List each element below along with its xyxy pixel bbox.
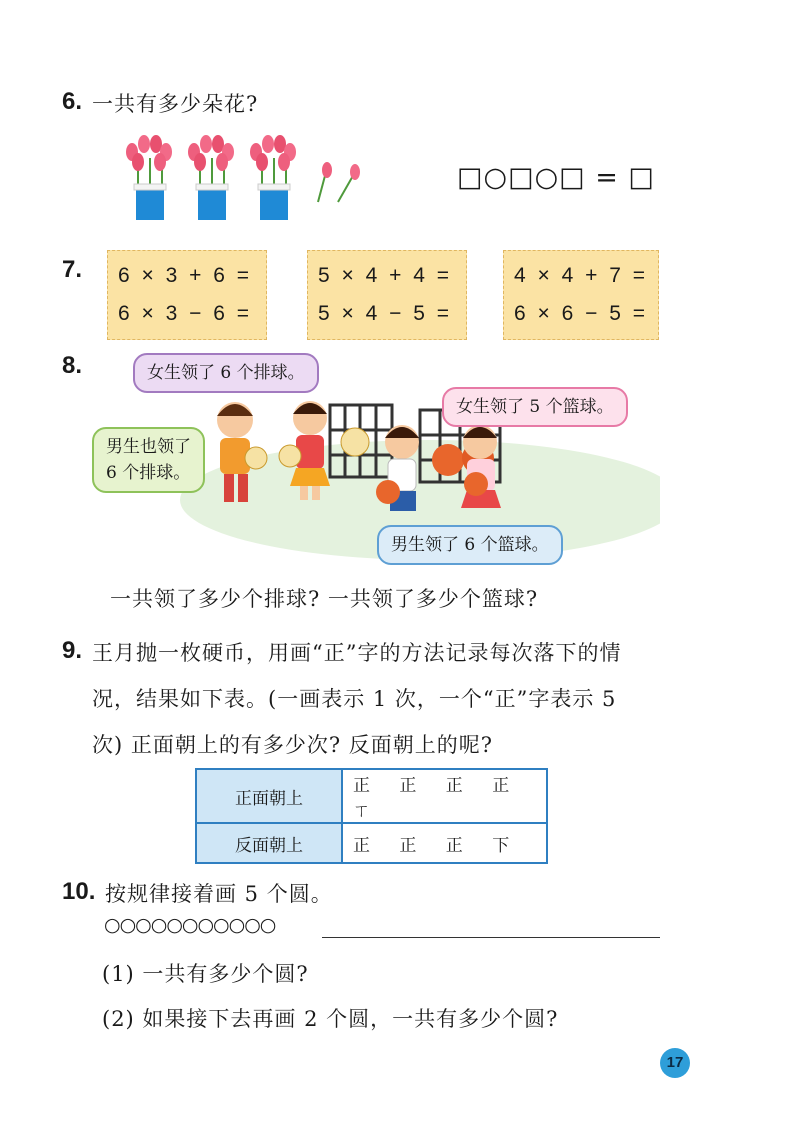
q9-text-line2: 况，结果如下表。(一画表示 1 次，一个“正”字表示 5: [92, 687, 617, 711]
loose-tulips: [318, 162, 360, 202]
q7-number: 7.: [62, 256, 83, 283]
speech-bubble-girl-basketball: 女生领了 5 个篮球。: [442, 387, 628, 427]
q7-expression: 6 × 6 − 5 =: [514, 302, 649, 325]
flower-vase-3: [250, 135, 296, 220]
q7-expression: 4 × 4 + 7 =: [514, 264, 649, 287]
circle-sequence: ○○○○○○○○○○○: [104, 914, 276, 936]
speech-bubble-boy-volleyball: [92, 427, 205, 493]
q9-text-line3: 次) 正面朝上的有多少次? 反面朝上的呢?: [92, 733, 494, 757]
q7-expression: 5 × 4 + 4 =: [318, 264, 453, 287]
q7-group-3: [503, 250, 659, 340]
q7-expression: 6 × 3 + 6 =: [118, 264, 253, 287]
tally-cell: 正 正 正 下: [342, 823, 547, 863]
girl-with-basketball: [461, 425, 501, 508]
q8-number: 8.: [62, 352, 83, 379]
table-row: [196, 823, 547, 863]
q6-equation-template: □○□○□ = □: [457, 162, 655, 193]
q7-group-1: [107, 250, 267, 340]
page-number: 17: [660, 1048, 690, 1078]
table-header-cell: 正面朝上: [196, 769, 342, 823]
q8-question: 一共领了多少个排球? 一共领了多少个篮球?: [110, 587, 539, 611]
speech-bubble-boy-basketball: 男生领了 6 个篮球。: [377, 525, 563, 565]
flower-vase-1: [126, 135, 172, 220]
q7-expression: 6 × 3 − 6 =: [118, 302, 253, 325]
q7-group-2: [307, 250, 467, 340]
bubble-line: 6 个排球。: [106, 463, 191, 483]
bubble-line: 男生也领了: [106, 437, 191, 457]
flowers-illustration: [118, 128, 378, 224]
table-header-cell: 反面朝上: [196, 823, 342, 863]
q10-sub1: (1) 一共有多少个圆?: [102, 962, 309, 986]
flower-vase-2: [188, 135, 234, 220]
q6-number: 6.: [62, 88, 83, 115]
q10-number: 10.: [62, 878, 96, 905]
q7-expression: 5 × 4 − 5 =: [318, 302, 453, 325]
q10-sub2: (2) 如果接下去再画 2 个圆，一共有多少个圆?: [102, 1007, 559, 1031]
q9-text-line1: 王月抛一枚硬币，用画“正”字的方法记录每次落下的情: [92, 641, 622, 665]
q6-text: 一共有多少朵花?: [92, 92, 259, 116]
q10-text: 按规律接着画 5 个圆。: [105, 882, 333, 906]
tally-table: [195, 768, 548, 864]
q9-number: 9.: [62, 637, 83, 664]
table-row: [196, 769, 547, 823]
tally-cell: 正 正 正 正 ㄒ: [342, 769, 547, 823]
answer-line: [322, 937, 660, 938]
speech-bubble-girl-volleyball: 女生领了 6 个排球。: [133, 353, 319, 393]
